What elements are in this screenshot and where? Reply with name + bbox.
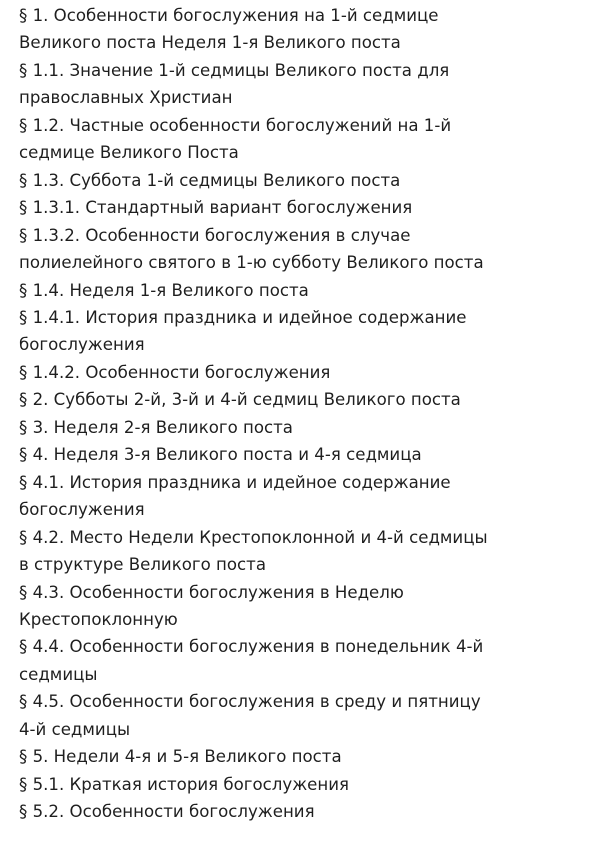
toc-link-5-2[interactable]: § 5.2. Особенности богослужения: [19, 802, 315, 822]
toc-link-1-3-1[interactable]: § 1.3.1. Стандартный вариант богослужения: [19, 198, 413, 218]
toc-link-1-4-1[interactable]: § 1.4.1. История праздника и идейное содержание богослужения: [19, 307, 467, 355]
toc-item: [19, 57, 497, 112]
toc-link-4[interactable]: § 4. Неделя 3-я Великого поста и 4-я седмица: [19, 445, 422, 465]
toc-link-1-3-2[interactable]: § 1.3.2. Особенности богослужения в случае полиелейного святого в 1-ю субботу Великого поста: [19, 225, 484, 273]
toc-item: [19, 386, 497, 413]
toc-link-1-3[interactable]: § 1.3. Суббота 1-й седмицы Великого поста: [19, 170, 401, 190]
toc-item: [19, 112, 497, 167]
toc-link-4-5[interactable]: § 4.5. Особенности богослужения в среду и пятницу 4-й седмицы: [19, 692, 481, 739]
toc-item: [19, 743, 497, 770]
toc-link-1-4-2[interactable]: § 1.4.2. Особенности богослужения: [19, 362, 331, 382]
toc-item: [19, 579, 497, 634]
toc-link-1-2[interactable]: § 1.2. Частные особенности богослужений на 1-й седмице Великого Поста: [19, 115, 452, 163]
toc-item: [19, 167, 497, 194]
toc-link-5[interactable]: § 5. Недели 4-я и 5-я Великого поста: [19, 747, 342, 767]
toc-link-4-3[interactable]: § 4.3. Особенности богослужения в Неделю Крестопоклонную: [19, 582, 404, 629]
toc-item: [19, 771, 497, 798]
toc-item: [19, 277, 497, 304]
toc-link-4-2[interactable]: § 4.2. Место Недели Крестопоклонной и 4-й седмицы в структуре Великого поста: [19, 527, 488, 575]
toc-item: [19, 688, 497, 743]
toc-item: [19, 359, 497, 386]
toc-item: [19, 469, 497, 524]
toc-item: [19, 2, 497, 57]
toc-link-4-4[interactable]: § 4.4. Особенности богослужения в понедельник 4-й седмицы: [19, 637, 484, 684]
toc-link-5-1[interactable]: § 5.1. Краткая история богослужения: [19, 774, 349, 794]
toc-item: [19, 524, 497, 579]
toc-link-1-4[interactable]: § 1.4. Неделя 1-я Великого поста: [19, 280, 309, 300]
toc-link-3[interactable]: § 3. Неделя 2-я Великого поста: [19, 417, 293, 437]
toc-link-1-1[interactable]: § 1.1. Значение 1-й седмицы Великого поста для православных Христиан: [19, 60, 450, 108]
table-of-contents: [19, 2, 497, 826]
toc-item: [19, 194, 497, 221]
toc-item: [19, 441, 497, 468]
toc-link-4-1[interactable]: § 4.1. История праздника и идейное содержание богослужения: [19, 472, 451, 520]
toc-item: [19, 633, 497, 688]
toc-link-1[interactable]: § 1. Особенности богослужения на 1-й седмице Великого поста Неделя 1-я Великого поста: [19, 6, 439, 53]
toc-item: [19, 414, 497, 441]
toc-item: [19, 304, 497, 359]
toc-item: [19, 222, 497, 277]
toc-link-2[interactable]: § 2. Субботы 2-й, 3-й и 4-й седмиц Великого поста: [19, 390, 461, 410]
toc-item: [19, 798, 497, 825]
